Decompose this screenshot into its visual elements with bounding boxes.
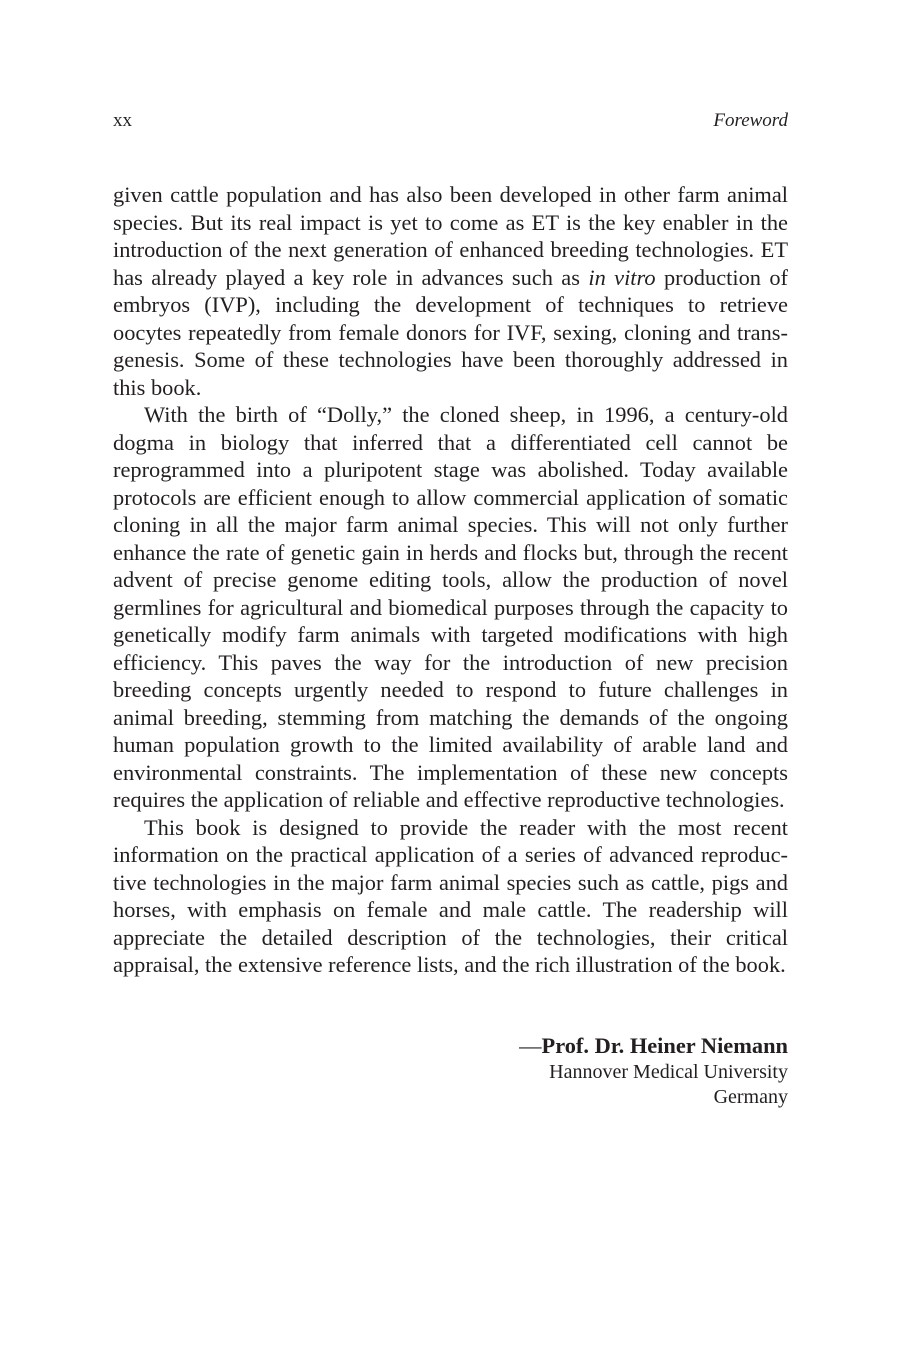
- signature-name-line: [113, 1031, 788, 1060]
- author-affiliation: Hannover Medical University: [549, 1061, 788, 1083]
- page-number: xx: [113, 110, 132, 131]
- author-name: Prof. Dr. Heiner Niemann: [541, 1033, 788, 1058]
- running-head: [113, 108, 788, 134]
- margin-watermark: [2, 190, 12, 270]
- paragraph-1-text-b: production of embryos (IVP), including the development of techniques to retrieve oocytes repeatedly from female donors for IVF, sexing, cloning and transgenesis. Some of these technologies have been thoroughly addressed in this book.: [113, 264, 788, 400]
- paragraph-3: This book is designed to provide the reader with the most recent information on the practical application of a series of advanced reproductive technologies in the major farm animal species such as cattle, pigs and horses, with emphasis on female and male cattle. The readership will appreciate the detailed description of the technologies, their critical appraisal, the extensive reference lists, and the rich illustration of the book.: [113, 814, 788, 977]
- signature-block: [113, 1031, 788, 1110]
- signature-dash: —: [519, 1033, 542, 1058]
- paragraph-1: [113, 181, 788, 401]
- paragraph-2: With the birth of “Dolly,” the cloned sheep, in 1996, a century-old dogma in biology that inferred that a differentiated cell cannot be reprogrammed into a pluripotent stage was abolished. Today available protocols are efficient enough to allow commercial application of somatic cloning in all the major farm animal species. This will not only further enhance the rate of genetic gain in herds and flocks but, through the recent advent of precise genome editing tools, allow the production of novel germlines for agricultural and biomedical purposes through the capacity to genetically modify farm animals with targeted modifications with high efficiency. This paves the way for the introduction of new precision breeding concepts urgently needed to respond to future challenges in animal breeding, stemming from matching the demands of the ongoing human population growth to the limited availability of arable land and environmental constraints. The implementation of these new concepts requires the application of reliable and effective reproductive technologies.: [113, 402, 788, 812]
- foreword-body: [113, 181, 788, 979]
- running-section-title: Foreword: [713, 110, 788, 131]
- paragraph-1-emphasis: in vitro: [588, 264, 656, 290]
- paragraph-1-text-a: given cattle population and has also been developed in other farm animal species. But its real impact is yet to come as ET is the key enabler in the introduction of the next generation of enhanced breeding technologies. ET has already played a key role in advances such as: [113, 182, 788, 290]
- author-country: Germany: [713, 1086, 788, 1108]
